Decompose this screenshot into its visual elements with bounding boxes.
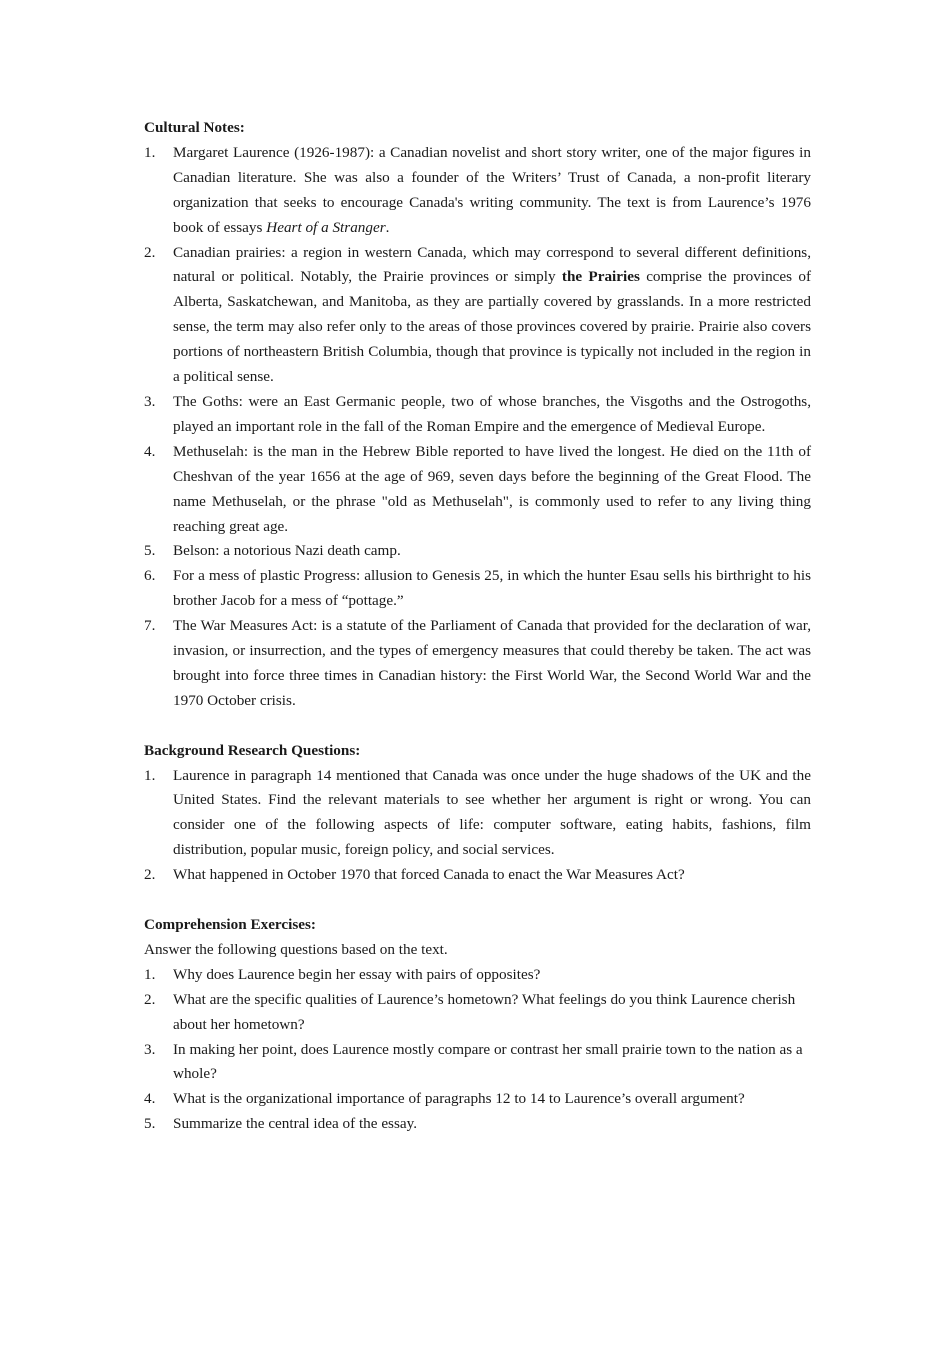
- item-text-end: comprise the provinces of Alberta, Saskatchewan, and Manitoba, as they are partially covered by grasslands. In a more restricted sense, the term may also refer only to the areas of those provinces covered by prairie. Prairie also covers portions of northeastern British Columbia, though that province is typically not included in the region in a political sense.: [173, 268, 811, 386]
- item-text: The War Measures Act: is a statute of the Parliament of Canada that provided for the declaration of war, invasion, or insurrection, and the types of emergency measures that could thereby be taken. The act was brought into force three times in Canadian history: the First World War, the Second World War and the 1970 October crisis.: [173, 617, 811, 709]
- section-intro: Answer the following questions based on the text.: [144, 940, 448, 958]
- section-heading: Cultural Notes:: [144, 119, 245, 136]
- list-item: [144, 963, 811, 988]
- comprehension-section: [144, 913, 811, 1137]
- item-text: For a mess of plastic Progress: allusion to Genesis 25, in which the hunter Esau sells his birthright to his brother Jacob for a mess of “pottage.”: [173, 567, 811, 610]
- item-number: 1.: [144, 965, 156, 983]
- list-item: [144, 564, 811, 614]
- item-text-end: .: [385, 218, 390, 236]
- section-heading: Comprehension Exercises:: [144, 915, 316, 933]
- list-item: [144, 141, 811, 241]
- item-number: 3.: [144, 392, 156, 410]
- item-text: What happened in October 1970 that forced Canada to enact the War Measures Act?: [173, 866, 685, 884]
- cultural-notes-section: [144, 116, 811, 714]
- item-number: 4.: [144, 1090, 156, 1108]
- section-heading: Background Research Questions:: [144, 741, 361, 759]
- list-item: [144, 1112, 811, 1137]
- list-item: [144, 764, 811, 864]
- list-item: [144, 614, 811, 714]
- item-text: Methuselah: is the man in the Hebrew Bible reported to have lived the longest. He died on the 11th of Cheshvan of the year 1656 at the age of 969, seven days before the beginning of the Great Flood. The name Methuselah, or the phrase "old as Methuselah", is commonly used to refer to any living thing reaching great age.: [173, 442, 811, 535]
- item-text: Margaret Laurence (1926-1987): a Canadian novelist and short story writer, one of the major figures in Canadian literature. She was also a founder of the Writers’ Trust of Canada, a non-profit literary organization that seeks to encourage Canada's writing community. The text is from Laurence’s 1976 book of essays: [173, 143, 811, 236]
- item-text: What are the specific qualities of Laurence’s hometown? What feelings do you think Laurence cherish about her hometown?: [173, 990, 796, 1033]
- list-item: [144, 390, 811, 440]
- item-number: 4.: [144, 442, 156, 460]
- item-text: What is the organizational importance of paragraphs 12 to 14 to Laurence’s overall argument?: [173, 1090, 745, 1108]
- item-text: Canadian prairies: a region in western Canada, which may correspond to several different definitions, natural or political. Notably, the Prairie provinces or simply: [173, 243, 811, 286]
- list-item: [144, 1038, 811, 1088]
- list-item: [144, 988, 811, 1038]
- list-item: [144, 863, 811, 888]
- item-text: In making her point, does Laurence mostly compare or contrast her small prairie town to the nation as a whole?: [173, 1040, 803, 1083]
- background-questions-list: [144, 764, 811, 889]
- item-number: 2.: [144, 990, 156, 1008]
- page-content: [144, 116, 811, 1137]
- list-item: [144, 539, 811, 564]
- bold-term: the Prairies: [561, 268, 640, 286]
- item-number: 5.: [144, 1115, 156, 1133]
- item-number: 5.: [144, 542, 156, 560]
- item-text: Belson: a notorious Nazi death camp.: [173, 542, 401, 560]
- comprehension-list: [144, 963, 811, 1137]
- item-text: Laurence in paragraph 14 mentioned that Canada was once under the huge shadows of the UK and the United States. Find the relevant materials to see whether her argument is right or wrong. You can consider one of the following aspects of life: computer software, eating habits, fashions, film distribution, popular music, foreign policy, and social services.: [173, 766, 811, 859]
- item-number: 2.: [144, 243, 156, 261]
- item-text: The Goths: were an East Germanic people, two of whose branches, the Visgoths and the Ostrogoths, played an important role in the fall of the Roman Empire and the emergence of Medieval Europe.: [173, 392, 811, 435]
- item-number: 7.: [144, 617, 156, 635]
- item-number: 3.: [144, 1040, 156, 1058]
- item-number: 1.: [144, 766, 156, 784]
- list-item: [144, 440, 811, 540]
- item-number: 6.: [144, 567, 156, 585]
- list-item: [144, 1087, 811, 1112]
- item-text: Summarize the central idea of the essay.: [173, 1115, 418, 1133]
- item-number: 1.: [144, 143, 156, 161]
- list-item: [144, 241, 811, 390]
- item-text: Why does Laurence begin her essay with pairs of opposites?: [173, 965, 541, 983]
- book-title: Heart of a Stranger: [266, 218, 386, 236]
- item-number: 2.: [144, 866, 156, 884]
- cultural-notes-list: [144, 141, 811, 714]
- background-questions-section: [144, 739, 811, 888]
